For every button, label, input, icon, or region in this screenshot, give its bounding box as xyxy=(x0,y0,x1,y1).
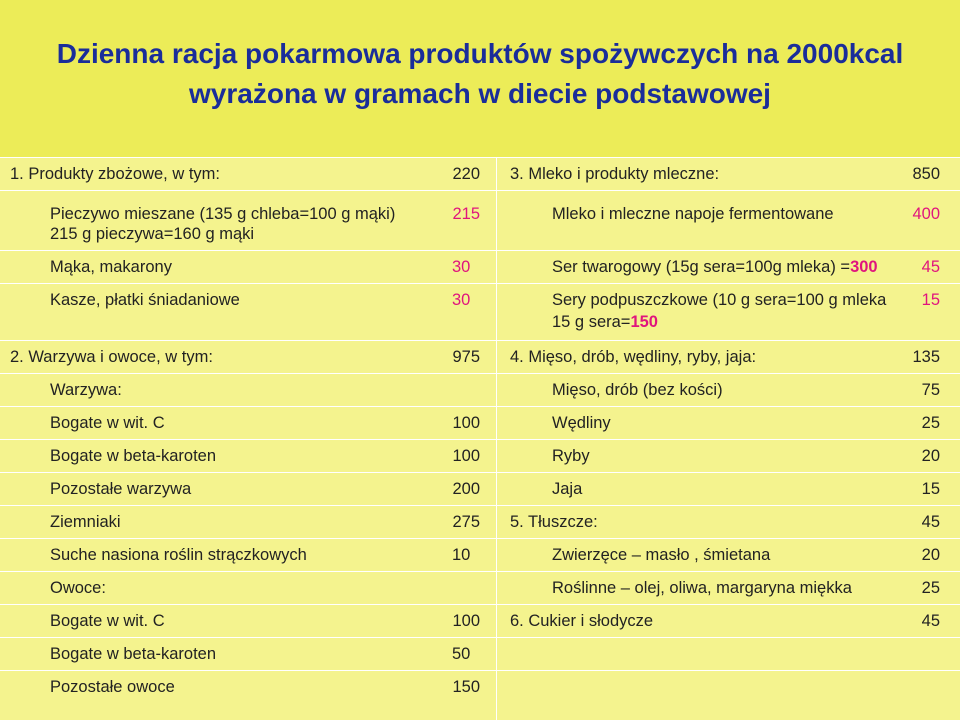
row-divider xyxy=(0,157,960,158)
warzywa-beta-label: Bogate w beta-karoten xyxy=(50,447,217,465)
jaja-label: Jaja xyxy=(552,480,583,498)
sery-value: 15 xyxy=(921,291,940,309)
mieso-label: Mięso, drób (bez kości) xyxy=(552,381,723,399)
row-divider xyxy=(0,604,960,605)
row-divider xyxy=(0,406,960,407)
page-title xyxy=(0,34,960,114)
zwierzece-value: 20 xyxy=(921,546,940,564)
group-6-value: 45 xyxy=(921,612,940,630)
ser-twarogowy-highlight: 300 xyxy=(850,258,878,276)
ser-twarogowy-text: Ser twarogowy (15g sera=100g mleka) = xyxy=(552,258,851,276)
owoce-pozostale-value: 150 xyxy=(452,678,480,696)
row-divider xyxy=(0,571,960,572)
ser-twarogowy-label xyxy=(552,257,878,277)
wedliny-label: Wędliny xyxy=(552,414,611,432)
group-1-value: 220 xyxy=(452,165,480,183)
row-divider xyxy=(0,373,960,374)
warzywa-pozostale-label: Pozostałe warzywa xyxy=(50,480,192,498)
row-divider xyxy=(0,505,960,506)
group-5-value: 45 xyxy=(921,513,940,531)
group-1-label: 1. Produkty zbożowe, w tym: xyxy=(10,165,220,183)
row-divider xyxy=(0,637,960,638)
mleko-label: Mleko i mleczne napoje fermentowane xyxy=(552,205,834,223)
group-4-value: 135 xyxy=(912,348,940,366)
pieczywo-value: 215 xyxy=(452,205,480,223)
row-divider xyxy=(0,472,960,473)
mieso-value: 75 xyxy=(921,381,940,399)
maka-value: 30 xyxy=(452,258,471,276)
group-3-value: 850 xyxy=(912,165,940,183)
row-divider xyxy=(0,250,960,251)
owoce-witc-label: Bogate w wit. C xyxy=(50,612,165,630)
suche-nasiona-value: 10 xyxy=(452,546,471,564)
row-divider xyxy=(0,670,960,671)
warzywa-beta-value: 100 xyxy=(452,447,480,465)
group-6-label: 6. Cukier i słodycze xyxy=(510,612,654,630)
ryby-label: Ryby xyxy=(552,447,590,465)
owoce-pozostale-label: Pozostałe owoce xyxy=(50,678,175,696)
group-3-label: 3. Mleko i produkty mleczne: xyxy=(510,165,720,183)
mleko-value: 400 xyxy=(912,205,940,223)
group-4-label: 4. Mięso, drób, wędliny, ryby, jaja: xyxy=(510,348,757,366)
owoce-label: Owoce: xyxy=(50,579,106,597)
roslinne-value: 25 xyxy=(921,579,940,597)
warzywa-pozostale-value: 200 xyxy=(452,480,480,498)
title-line-1: Dzienna racja pokarmowa produktów spożywczych na 2000kcal xyxy=(56,38,904,69)
ziemniaki-label: Ziemniaki xyxy=(50,513,121,531)
column-divider xyxy=(496,157,497,720)
owoce-witc-value: 100 xyxy=(452,612,480,630)
row-divider xyxy=(0,190,960,191)
zwierzece-label: Zwierzęce – masło , śmietana xyxy=(552,546,771,564)
ryby-value: 20 xyxy=(921,447,940,465)
kasze-label: Kasze, płatki śniadaniowe xyxy=(50,291,240,309)
pieczywo-label-line-2: 215 g pieczywa=160 g mąki xyxy=(50,225,255,243)
group-2-label: 2. Warzywa i owoce, w tym: xyxy=(10,348,213,366)
roslinne-label: Roślinne – olej, oliwa, margaryna miękka xyxy=(552,579,852,597)
row-divider xyxy=(0,439,960,440)
warzywa-witc-value: 100 xyxy=(452,414,480,432)
owoce-beta-label: Bogate w beta-karoten xyxy=(50,645,217,663)
warzywa-label: Warzywa: xyxy=(50,381,122,399)
row-divider xyxy=(0,538,960,539)
group-5-label: 5. Tłuszcze: xyxy=(510,513,598,531)
suche-nasiona-label: Suche nasiona roślin strączkowych xyxy=(50,546,307,564)
wedliny-value: 25 xyxy=(921,414,940,432)
owoce-beta-value: 50 xyxy=(452,645,471,663)
maka-label: Mąka, makarony xyxy=(50,258,172,276)
warzywa-witc-label: Bogate w wit. C xyxy=(50,414,165,432)
kasze-value: 30 xyxy=(452,291,471,309)
sery-label-line-1: Sery podpuszczkowe (10 g sera=100 g mleka xyxy=(552,291,887,309)
row-divider xyxy=(0,340,960,341)
jaja-value: 15 xyxy=(921,480,940,498)
row-divider xyxy=(0,283,960,284)
sery-highlight: 150 xyxy=(630,313,658,331)
group-2-value: 975 xyxy=(452,348,480,366)
sery-line-2-text: 15 g sera= xyxy=(552,313,631,331)
sery-label-line-2 xyxy=(552,312,658,332)
ziemniaki-value: 275 xyxy=(452,513,480,531)
ser-twarogowy-value: 45 xyxy=(921,258,940,276)
title-line-2: wyrażona w gramach w diecie podstawowej xyxy=(189,78,771,109)
pieczywo-label-line-1: Pieczywo mieszane (135 g chleba=100 g mąki) xyxy=(50,205,396,223)
